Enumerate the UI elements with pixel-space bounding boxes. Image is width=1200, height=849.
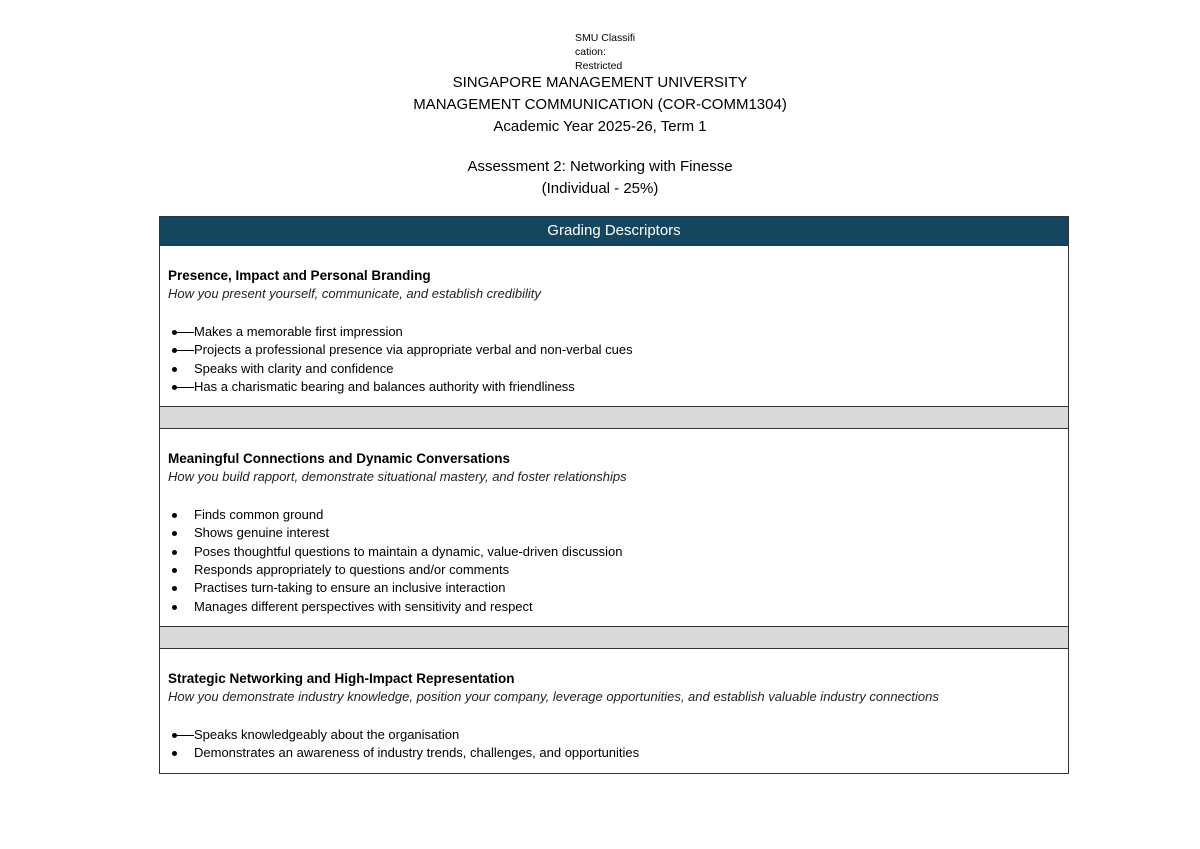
- criterion-text: Speaks with clarity and confidence: [194, 360, 394, 376]
- bullet-leader-line: [174, 387, 194, 388]
- bullet-icon: [172, 550, 177, 555]
- grading-table-heading: Grading Descriptors: [160, 217, 1068, 246]
- bullet-icon: [172, 531, 177, 536]
- classification-title: SMU Classification:: [575, 32, 636, 58]
- criterion-item: [168, 524, 1060, 542]
- section-presence: [160, 246, 1068, 407]
- bullet-icon: [172, 605, 177, 610]
- header-spacer: [0, 138, 1200, 156]
- section-subtitle: How you present yourself, communicate, and establish credibility: [168, 286, 541, 301]
- bullet-icon: [172, 367, 177, 372]
- bullet-icon: [172, 568, 177, 573]
- criterion-item: [168, 506, 1060, 524]
- bullet-leader-line: [174, 332, 194, 333]
- university-name: SINGAPORE MANAGEMENT UNIVERSITY: [452, 74, 748, 91]
- criterion-text: Projects a professional presence via appropriate verbal and non-verbal cues: [194, 342, 633, 358]
- section-connections: [160, 429, 1068, 627]
- criterion-text: Demonstrates an awareness of industry trends, challenges, and opportunities: [194, 745, 640, 761]
- section-separator: [160, 407, 1068, 429]
- section-strategic-networking: [160, 649, 1068, 773]
- section-title: Presence, Impact and Personal Branding: [168, 268, 431, 283]
- bullet-icon: [172, 751, 177, 756]
- criterion-text: Makes a memorable first impression: [194, 324, 403, 339]
- criterion-item: [168, 341, 1060, 359]
- criterion-text: Has a charismatic bearing and balances authority with friendliness: [194, 378, 575, 394]
- classification-value: Restricted: [575, 60, 623, 72]
- criterion-item: [168, 323, 1060, 341]
- academic-year: Academic Year 2025-26, Term 1: [493, 118, 707, 135]
- criterion-item: [168, 598, 1060, 616]
- course-title: MANAGEMENT COMMUNICATION (COR-COMM1304): [413, 96, 787, 113]
- criterion-item: [168, 726, 1060, 744]
- bullet-icon: [172, 513, 177, 518]
- section-subtitle: How you demonstrate industry knowledge, position your company, leverage opportunities, and establish valuable industry connections: [168, 688, 939, 704]
- section-title: Strategic Networking and High-Impact Representation: [168, 670, 515, 686]
- section-title: Meaningful Connections and Dynamic Conversations: [168, 451, 511, 467]
- criterion-item: [168, 744, 1060, 762]
- criterion-text: Shows genuine interest: [194, 525, 330, 541]
- criterion-text: Speaks knowledgeably about the organisation: [194, 726, 460, 742]
- criteria-list: [168, 726, 1060, 763]
- criterion-text: Responds appropriately to questions and/or comments: [194, 562, 510, 578]
- criterion-item: [168, 543, 1060, 561]
- assessment-weight: (Individual - 25%): [541, 180, 659, 197]
- section-separator: [160, 627, 1068, 649]
- criterion-text: Poses thoughtful questions to maintain a dynamic, value-driven discussion: [194, 543, 623, 559]
- criterion-item: [168, 561, 1060, 579]
- assessment-title: Assessment 2: Networking with Finesse: [467, 158, 733, 175]
- classification-label: [575, 31, 645, 73]
- criteria-list: [168, 506, 1060, 616]
- criterion-text: Finds common ground: [194, 507, 324, 523]
- criterion-item: [168, 579, 1060, 597]
- bullet-icon: [172, 586, 177, 591]
- bullet-leader-line: [174, 350, 194, 351]
- criterion-text: Practises turn-taking to ensure an inclusive interaction: [194, 580, 506, 596]
- grading-table: [159, 216, 1069, 774]
- criterion-item: [168, 360, 1060, 378]
- criterion-text: Manages different perspectives with sensitivity and respect: [194, 598, 533, 614]
- criteria-list: [168, 323, 1060, 396]
- bullet-leader-line: [174, 735, 194, 736]
- criterion-item: [168, 378, 1060, 396]
- document-header: [0, 72, 1200, 200]
- section-subtitle: How you build rapport, demonstrate situational mastery, and foster relationships: [168, 469, 627, 485]
